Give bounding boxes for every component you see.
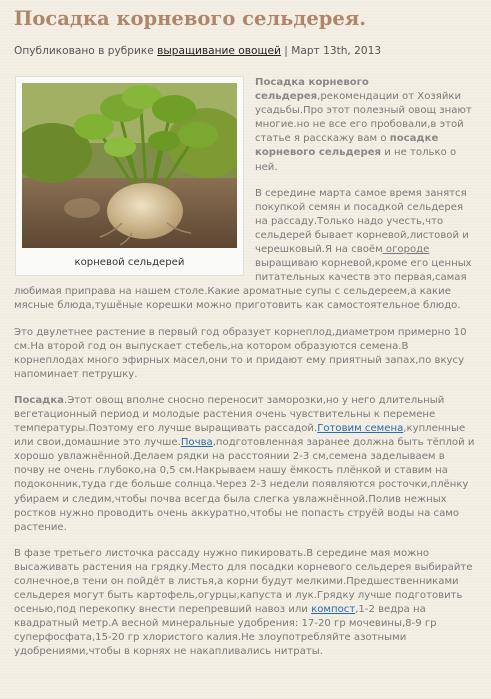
planting-text-2: ,купленные или свои,домашние это лучше. xyxy=(14,423,466,449)
post-date: Март 13th, 2013 xyxy=(291,45,382,57)
biology-paragraph: Это двулетнее растение в первый год образует корнеплод,диаметром примерно 10 см.На второй год он выпускает стебель,на котором образуются семена.В корнеплодах много эфирных масел,они то и придают ему приятный запах,по вкусу напоминает петрушку. xyxy=(14,326,467,380)
celery-photo[interactable] xyxy=(22,83,237,248)
post-meta xyxy=(14,44,477,58)
planting-text-3: ,подготовленная заранее должна быть тёплой и хорошо увлажнённой.Делаем рядки на расстоянии 2-3 см,семена заделываем в почву не очень глубоко,на 0,5 см.Накрываем нашу ёмкость плёнкой и ставим на подоконник,туда где больше солнца.Через 2-3 недели появляются росточки,плёнку убираем и следим,чтобы почва всегда была слегка увлажнённой.Полив нежных ростков нужно проводить очень аккуратно,чтобы не попасть струёй воды на само растение. xyxy=(14,437,475,533)
figure xyxy=(15,76,244,276)
figure-caption: корневой сельдерей xyxy=(74,257,185,268)
compost-link[interactable]: компост xyxy=(311,604,356,616)
garden-link[interactable]: огороде xyxy=(382,244,430,256)
intro-text-2: и не только о ней. xyxy=(255,147,457,173)
post-content xyxy=(14,76,477,660)
transplant-text-1: В фазе третьего листочка рассаду нужно пикировать.В середине мая можно высаживать растения на грядку.Место для посадки корневого сельдерея выбирайте солнечное,в тени он пойдёт в листья,а корни будут мелкими.Предшественниками сельдерея могут быть картофель,огурцы,капуста и лук.Грядку лучше подготовить осенью,под перекопку внести перепревший навоз или xyxy=(14,547,473,616)
meta-separator: | xyxy=(280,45,292,57)
intro-bold-1: Посадка корневого сельдерея xyxy=(255,77,369,103)
planting-text-1: .Этот овощ вполне сносно переносит заморозки,но у него длительный вегетационный период и молодые растения очень чувствительны к перемене температуры.Поэтому его лучше выращивать рассадой. xyxy=(14,394,445,435)
category-link[interactable]: выращивание овощей xyxy=(157,45,281,57)
meta-prefix: Опубликовано в рубрике xyxy=(14,45,158,57)
seeds-link[interactable]: Готовим семена xyxy=(317,423,404,435)
variety-text-1: В середине марта самое время занятся покупкой семян и посадкой сельдерея на рассаду.Только надо учесть,что сельдерей бывает корневой,листовой и черешковый.Я на своём xyxy=(255,187,469,256)
planting-bold: Посадка xyxy=(14,394,64,406)
intro-bold-2: посадке корневого сельдерея xyxy=(255,133,439,159)
transplant-paragraph xyxy=(14,547,477,660)
planting-paragraph xyxy=(14,394,477,535)
variety-text-2: выращиваю корневой,кроме его ценных питательных качеств это первая,самая любимая приправа на нашем столе.Какие ароматные супы с сельдереем,а какие мясные блюда,тушёные корешки можно приготовить как самостоятельное блюдо. xyxy=(14,258,472,312)
soil-link[interactable]: Почва xyxy=(180,437,213,449)
transplant-text-2: ,1-2 ведра на квадратный метр.А весной минеральные удобрения: 17-20 гр мочевины,8-9 гр суперфосфата,15-20 гр хлористого калия.Не злоупотребляйте азотными удобрениями,чтобы в корнях не накапливались нитраты. xyxy=(14,604,437,658)
post-title[interactable]: Посадка корневого сельдерея. xyxy=(14,7,367,30)
intro-text-1: ,рекомендации от Хозяйки усадьбы.Про этот полезный овощ знают многие.но не все его пробовали,в этой статье я расскажу вам о xyxy=(255,91,472,145)
